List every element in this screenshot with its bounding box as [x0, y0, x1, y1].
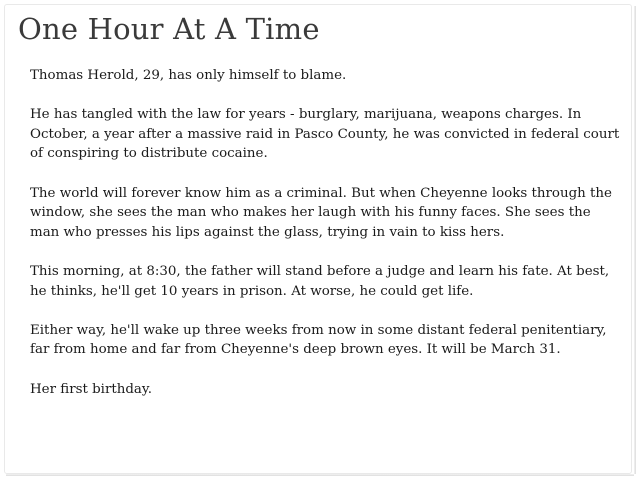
paragraph-sentencing: This morning, at 8:30, the father will stand before a judge and learn his fate. At best, he thinks, he'll get 10 years in prison. At worse, he could get life.	[30, 263, 610, 299]
paragraph-intro: Thomas Herold, 29, has only himself to blame.	[30, 68, 347, 83]
paragraph-penitentiary: Either way, he'll wake up three weeks from now in some distant federal penitentiary, far from home and far from Cheyenne's deep brown eyes. It will be March 31.	[30, 322, 607, 358]
paragraph-birthday: Her first birthday.	[30, 381, 152, 397]
slide-title: One Hour At A Time	[18, 12, 320, 46]
paragraph-window: The world will forever know him as a criminal. But when Cheyenne looks through the window, she sees the man who makes her laugh with his funny faces. She sees the man who presses his lips against the glass, trying in vain to kiss hers.	[30, 185, 612, 240]
slide-body	[30, 66, 622, 419]
slide-frame-shadow-right	[634, 6, 636, 474]
paragraph-record: He has tangled with the law for years - burglary, marijuana, weapons charges. In October, a year after a massive raid in Pasco County, he was convicted in federal court of conspiring to distribute cocaine.	[30, 107, 620, 162]
slide-frame-shadow-bottom	[6, 474, 634, 476]
